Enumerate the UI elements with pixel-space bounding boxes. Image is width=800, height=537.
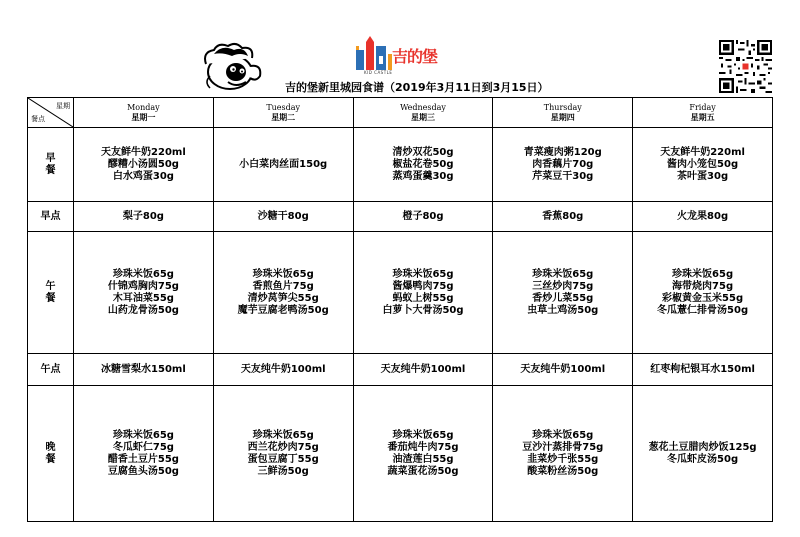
menu-item: 冬瓜虾皮汤50g — [667, 453, 739, 465]
day-header-monday: Monday 星期一 — [74, 98, 214, 128]
menu-item: 葱花土豆腊肉炒饭125g — [648, 441, 757, 453]
menu-item: 珍珠米饭65g — [392, 268, 454, 280]
menu-item: 天友纯牛奶100ml — [380, 363, 466, 375]
menu-cell — [633, 202, 773, 232]
menu-cell — [493, 354, 633, 386]
meal-label: 午 餐 — [28, 232, 74, 354]
menu-item: 蔬菜蛋花汤50g — [387, 465, 459, 477]
menu-cell — [633, 128, 773, 202]
meal-row-afternoon-snack — [28, 354, 773, 386]
menu-item: 韭菜炒千张55g — [527, 453, 599, 465]
menu-item: 三丝炒肉75g — [532, 280, 594, 292]
menu-item: 珍珠米饭65g — [672, 268, 734, 280]
meal-label: 早 餐 — [28, 128, 74, 202]
menu-item: 清炒莴笋尖55g — [247, 292, 319, 304]
menu-item: 红枣枸杞银耳水150ml — [650, 363, 755, 375]
menu-item: 魔芋豆腐老鸭汤50g — [237, 304, 329, 316]
menu-cell — [74, 232, 214, 354]
menu-item: 海带烧肉75g — [672, 280, 734, 292]
menu-item: 冬瓜虾仁75g — [112, 441, 174, 453]
menu-item: 珍珠米饭65g — [532, 268, 594, 280]
menu-item: 豆腐鱼头汤50g — [107, 465, 179, 477]
menu-item: 豆沙汁蒸排骨75g — [522, 441, 604, 453]
menu-item: 油渣莲白55g — [392, 453, 454, 465]
menu-item: 天友鲜牛奶220ml — [660, 146, 745, 158]
qr-code — [719, 40, 772, 93]
menu-cell — [213, 386, 353, 522]
day-header-friday: Friday 星期五 — [633, 98, 773, 128]
meal-label: 晚 餐 — [28, 386, 74, 522]
menu-item: 珍珠米饭65g — [252, 429, 314, 441]
menu-item: 蚂蚁上树55g — [392, 292, 454, 304]
menu-item: 珍珠米饭65g — [112, 268, 174, 280]
menu-item: 天友鲜牛奶220ml — [101, 146, 186, 158]
brand-name: 吉的堡 — [392, 47, 438, 66]
menu-item: 山药龙骨汤50g — [107, 304, 179, 316]
menu-item: 香蕉80g — [542, 210, 584, 222]
menu-item: 香炒儿菜55g — [532, 292, 594, 304]
menu-item: 珍珠米饭65g — [112, 429, 174, 441]
menu-cell — [74, 386, 214, 522]
menu-item: 西兰花炒肉75g — [247, 441, 319, 453]
menu-item: 香煎鱼片75g — [252, 280, 314, 292]
menu-item: 橙子80g — [402, 210, 444, 222]
day-header-tuesday: Tuesday 星期二 — [213, 98, 353, 128]
corner-label-meal: 餐点 — [31, 115, 45, 123]
menu-item: 蒸鸡蛋羹30g — [392, 170, 454, 182]
day-header-row — [28, 98, 773, 128]
menu-item: 珍珠米饭65g — [392, 429, 454, 441]
menu-item: 什锦鸡胸肉75g — [107, 280, 179, 292]
menu-cell — [353, 202, 493, 232]
brand-subtitle: KID CASTLE — [364, 70, 393, 75]
menu-cell — [493, 202, 633, 232]
meal-row-dinner — [28, 386, 773, 522]
day-header-wednesday: Wednesday 星期三 — [353, 98, 493, 128]
weekly-menu-table — [27, 97, 773, 522]
day-header-thursday: Thursday 星期四 — [493, 98, 633, 128]
menu-item: 木耳油菜55g — [112, 292, 174, 304]
menu-cell — [213, 354, 353, 386]
menu-cell — [633, 232, 773, 354]
menu-item: 青菜瘦肉粥120g — [523, 146, 602, 158]
menu-item: 酸菜粉丝汤50g — [527, 465, 599, 477]
menu-item: 梨子80g — [122, 210, 164, 222]
menu-item: 小白菜肉丝面150g — [239, 158, 328, 170]
menu-item: 椒盐花卷50g — [392, 158, 454, 170]
menu-item: 火龙果80g — [677, 210, 729, 222]
menu-item: 酱肉小笼包50g — [667, 158, 739, 170]
menu-item: 冰糖雪梨水150ml — [101, 363, 186, 375]
menu-cell — [74, 354, 214, 386]
menu-item: 番茄炖牛肉75g — [387, 441, 459, 453]
mascot-logo — [200, 42, 266, 92]
menu-cell — [633, 386, 773, 522]
menu-item: 酱爆鸭肉75g — [392, 280, 454, 292]
menu-item: 虫草土鸡汤50g — [527, 304, 599, 316]
menu-cell — [213, 232, 353, 354]
menu-item: 肉香藕片70g — [532, 158, 594, 170]
meal-row-breakfast — [28, 128, 773, 202]
menu-cell — [353, 386, 493, 522]
menu-cell — [353, 232, 493, 354]
page-title: 吉的堡新里城园食谱（2019年3月11日到3月15日） — [285, 81, 549, 94]
menu-item: 冬瓜薏仁排骨汤50g — [657, 304, 749, 316]
menu-item: 珍珠米饭65g — [532, 429, 594, 441]
menu-item: 白水鸡蛋30g — [112, 170, 174, 182]
menu-cell — [633, 354, 773, 386]
meal-row-lunch — [28, 232, 773, 354]
menu-item: 醪糟小汤圆50g — [107, 158, 179, 170]
meal-label: 午点 — [28, 354, 74, 386]
menu-item: 三鲜汤50g — [257, 465, 309, 477]
corner-label-weekday: 星期 — [56, 102, 70, 110]
menu-cell — [493, 128, 633, 202]
menu-item: 天友纯牛奶100ml — [240, 363, 326, 375]
menu-item: 清炒双花50g — [392, 146, 454, 158]
menu-cell — [213, 202, 353, 232]
meal-label: 早点 — [28, 202, 74, 232]
menu-item: 醋香土豆片55g — [107, 453, 179, 465]
menu-item: 白萝卜大骨汤50g — [382, 304, 464, 316]
menu-item: 彩椒黄金玉米55g — [662, 292, 744, 304]
menu-cell — [213, 128, 353, 202]
menu-cell — [74, 128, 214, 202]
menu-item: 蛋包豆腐丁55g — [247, 453, 319, 465]
menu-cell — [493, 232, 633, 354]
corner-cell — [28, 98, 74, 128]
menu-cell — [74, 202, 214, 232]
meal-row-morning-snack — [28, 202, 773, 232]
menu-cell — [493, 386, 633, 522]
menu-item: 珍珠米饭65g — [252, 268, 314, 280]
menu-item: 沙糖干80g — [257, 210, 309, 222]
menu-item: 茶叶蛋30g — [677, 170, 729, 182]
menu-item: 天友纯牛奶100ml — [520, 363, 606, 375]
menu-cell — [353, 128, 493, 202]
menu-item: 芹菜豆干30g — [532, 170, 594, 182]
menu-cell — [353, 354, 493, 386]
